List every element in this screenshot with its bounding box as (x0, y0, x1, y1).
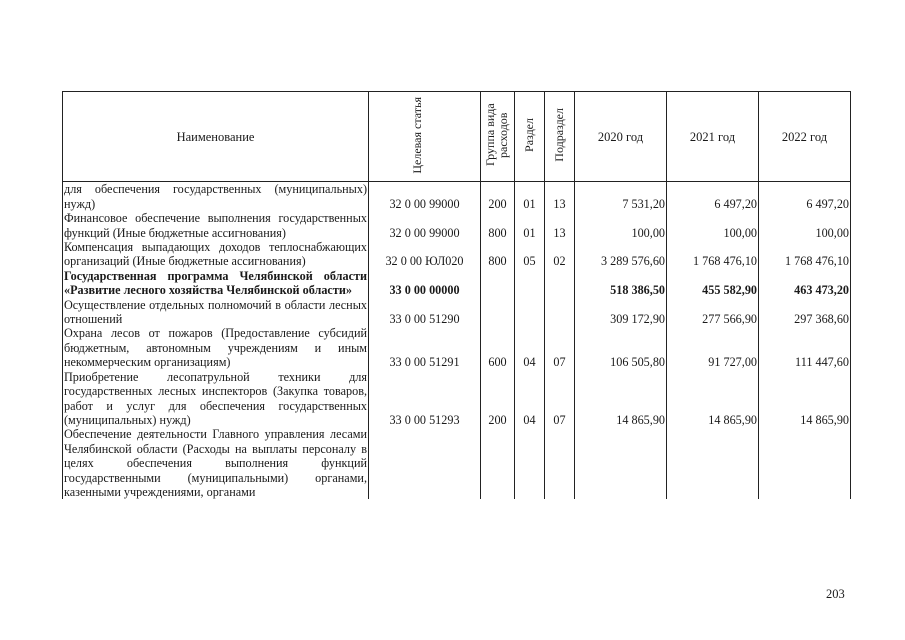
cell-section (515, 427, 545, 499)
cell-name: Приобретение лесопатрульной техники для государственных лесных инспекторов (Закупка товаров, работ и услуг для обеспечения государственных (муниципальных) нужд) (64, 369, 367, 427)
cell-target-article: 32 0 00 99000 (369, 182, 481, 211)
cell-subsection (545, 269, 575, 298)
header-section: Раздел (515, 92, 545, 182)
cell-name: Финансовое обеспечение выполнения государственных функций (Иные бюджетные ассигнования) (64, 211, 367, 240)
cell-name: Государственная программа Челябинской области «Развитие лесного хозяйства Челябинской области» (64, 268, 367, 298)
cell-subsection (545, 298, 575, 327)
table-row (63, 326, 851, 369)
cell-2022: 297 368,60 (759, 298, 851, 327)
table-row (63, 269, 851, 298)
table-row (63, 211, 851, 240)
table-row (63, 427, 851, 499)
cell-2022: 111 447,60 (759, 326, 851, 369)
cell-name: Охрана лесов от пожаров (Предоставление субсидий бюджетным, автономным учреждениям и иным некоммерческим организациям) (64, 326, 367, 370)
table-header-row (63, 92, 851, 182)
cell-section: 01 (515, 182, 545, 211)
cell-2020: 309 172,90 (575, 298, 667, 327)
cell-section: 01 (515, 211, 545, 240)
cell-2022: 100,00 (759, 211, 851, 240)
cell-expense-group: 800 (481, 211, 515, 240)
cell-subsection (545, 427, 575, 499)
cell-subsection: 07 (545, 370, 575, 428)
table-row (63, 182, 851, 211)
cell-expense-group: 200 (481, 370, 515, 428)
cell-2022: 14 865,90 (759, 370, 851, 428)
header-subsection: Подраздел (545, 92, 575, 182)
cell-subsection: 13 (545, 211, 575, 240)
cell-2020: 106 505,80 (575, 326, 667, 369)
cell-2020: 3 289 576,60 (575, 240, 667, 269)
cell-2021: 1 768 476,10 (667, 240, 759, 269)
cell-expense-group (481, 269, 515, 298)
cell-2020 (575, 427, 667, 499)
cell-2021: 277 566,90 (667, 298, 759, 327)
cell-target-article: 33 0 00 51291 (369, 326, 481, 369)
cell-expense-group (481, 298, 515, 327)
cell-section: 05 (515, 240, 545, 269)
cell-section (515, 298, 545, 327)
cell-subsection: 02 (545, 240, 575, 269)
cell-2021: 100,00 (667, 211, 759, 240)
budget-table (62, 91, 851, 499)
cell-target-article: 33 0 00 00000 (369, 269, 481, 298)
cell-2020: 14 865,90 (575, 370, 667, 428)
cell-name: Обеспечение деятельности Главного управления лесами Челябинской области (Расходы на выплаты персоналу в целях обеспечения выполнения функций государственными (муниципальными) органами, казенными учреждениями, органами (64, 427, 367, 499)
header-expense-group: Группа вида расходов (481, 92, 515, 182)
cell-2021 (667, 427, 759, 499)
table-row (63, 370, 851, 428)
header-year-2022: 2022 год (759, 92, 851, 182)
cell-target-article: 32 0 00 ЮЛ020 (369, 240, 481, 269)
cell-subsection: 07 (545, 326, 575, 369)
table-row (63, 240, 851, 269)
cell-2021: 455 582,90 (667, 269, 759, 298)
cell-2021: 91 727,00 (667, 326, 759, 369)
cell-expense-group (481, 427, 515, 499)
cell-subsection: 13 (545, 182, 575, 211)
cell-2020: 100,00 (575, 211, 667, 240)
cell-2022: 463 473,20 (759, 269, 851, 298)
cell-2022 (759, 427, 851, 499)
cell-section (515, 269, 545, 298)
cell-target-article (369, 427, 481, 499)
cell-target-article: 33 0 00 51293 (369, 370, 481, 428)
cell-2021: 6 497,20 (667, 182, 759, 211)
cell-2022: 1 768 476,10 (759, 240, 851, 269)
cell-2020: 7 531,20 (575, 182, 667, 211)
table-row (63, 298, 851, 327)
cell-name: Осуществление отдельных полномочий в области лесных отношений (64, 297, 367, 327)
cell-expense-group: 800 (481, 240, 515, 269)
cell-target-article: 33 0 00 51290 (369, 298, 481, 327)
cell-2022: 6 497,20 (759, 182, 851, 211)
table-body (63, 182, 851, 499)
cell-expense-group: 600 (481, 326, 515, 369)
header-year-2021: 2021 год (667, 92, 759, 182)
cell-target-article: 32 0 00 99000 (369, 211, 481, 240)
header-target-article: Целевая статья (369, 92, 481, 182)
header-year-2020: 2020 год (575, 92, 667, 182)
cell-2021: 14 865,90 (667, 370, 759, 428)
cell-name: Компенсация выпадающих доходов теплоснабжающих организаций (Иные бюджетные ассигнования) (64, 240, 367, 269)
header-name: Наименование (63, 92, 369, 182)
cell-section: 04 (515, 370, 545, 428)
cell-2020: 518 386,50 (575, 269, 667, 298)
page-number: 203 (826, 587, 845, 601)
cell-name: для обеспечения государственных (муниципальных) нужд) (64, 182, 367, 211)
cell-expense-group: 200 (481, 182, 515, 211)
cell-section: 04 (515, 326, 545, 369)
